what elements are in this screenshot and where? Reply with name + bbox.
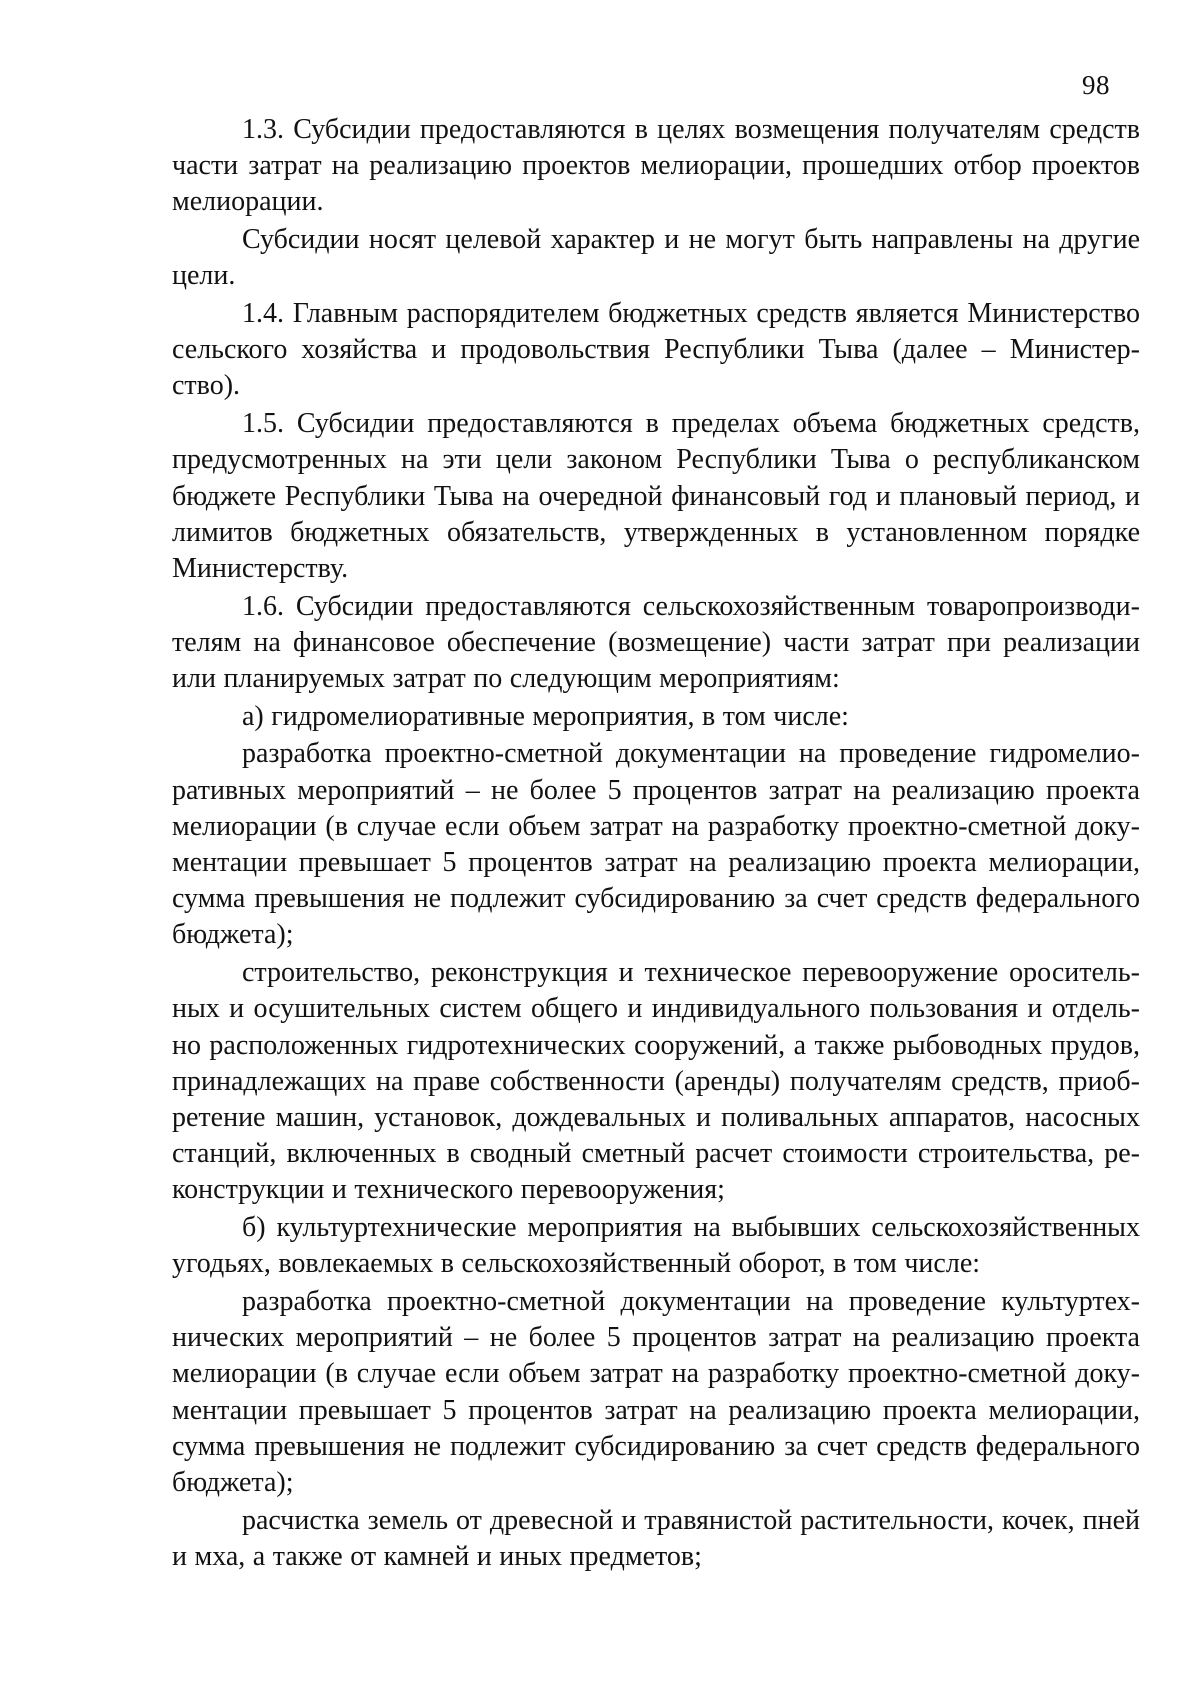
paragraph-1-4: 1.4. Главным распорядителем бюджетных средств является Министерство сельского хозяйства и продовольствия Республики Тыва (далее – Министерство). [172, 298, 1140, 402]
paragraph-1-6: 1.6. Субсидии предоставляются сельскохозяйственным товаропроизводителям на финансовое обеспечение (возмещение) части затрат при реализации или планируемых затрат по следующим мероприятиям: [172, 590, 1140, 695]
paragraph-subsidies-purpose: Субсидии носят целевой характер и не могут быть направлены на другие цели. [172, 224, 1140, 292]
paragraph-1-5: 1.5. Субсидии предоставляются в пределах объема бюджетных средств, предусмотренных на эти цели законом Республики Тыва о республиканском бюджете Республики Тыва на очередной финансовый год и плановый период, и лимитов бюджетных обязательств, утвержденных в установленном порядке Министерству. [172, 408, 1140, 584]
paragraph-hydro-design: разработка проектно-сметной документации на проведение гидромелиоративных мероприятий – не более 5 процентов затрат на реализацию проекта мелиорации (в случае если объем затрат на разработку проектно-сметной документации превышает 5 процентов затрат на реализацию проекта мелиорации, сумма превышения не подлежит субсидированию за счет средств федерального бюджета); [172, 738, 1140, 951]
page-number: 98 [1082, 70, 1110, 100]
document-body [172, 112, 1140, 1577]
paragraph-item-a: а) гидромелиоративные мероприятия, в том числе: [242, 700, 849, 732]
paragraph-land-clearing: расчистка земель от древесной и травянистой растительности, кочек, пней и мха, а также от камней и иных предметов; [172, 1504, 1140, 1572]
paragraph-hydro-construction: строительство, реконструкция и техническое перевооружение оросительных и осушительных систем общего и индивидуального пользования и отдельно расположенных гидротехнических сооружений, а также рыбоводных прудов, принадлежащих на праве собственности (аренды) получателям средств, приобретение машин, установок, дождевальных и поливальных аппаратов, насосных станций, включенных в сводный сметный расчет стоимости строительства, реконструкции и технического перевооружения; [172, 957, 1140, 1206]
paragraph-item-b: б) культуртехнические мероприятия на выбывших сельскохозяйственных угодьях, вовлекаемых в сельскохозяйственный оборот, в том числе: [172, 1212, 1140, 1280]
paragraph-1-3: 1.3. Субсидии предоставляются в целях возмещения получателям средств части затрат на реализацию проектов мелиорации, прошедших отбор проектов мелиорации. [172, 114, 1140, 218]
paragraph-culture-design: разработка проектно-сметной документации на проведение культуртехнических мероприятий – не более 5 процентов затрат на реализацию проекта мелиорации (в случае если объем затрат на разработку проектно-сметной документации превышает 5 процентов затрат на реализацию проекта мелиорации, сумма превышения не подлежит субсидированию за счет средств федерального бюджета); [172, 1286, 1140, 1499]
